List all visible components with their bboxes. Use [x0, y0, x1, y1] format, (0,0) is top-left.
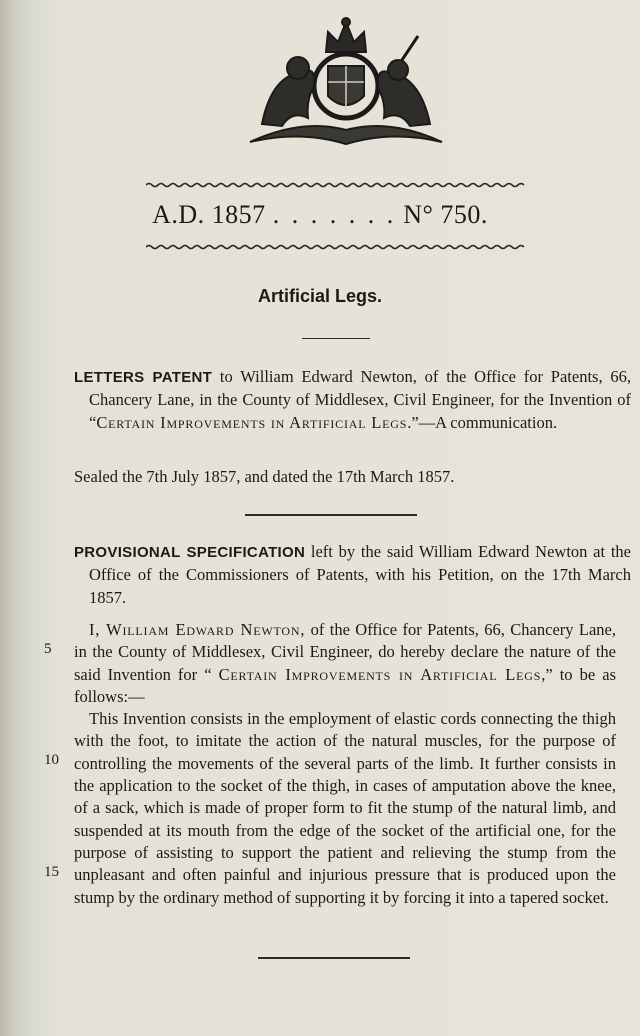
patent-year: A.D. 1857 [152, 200, 266, 229]
top-ornamental-rule [146, 182, 526, 188]
letters-patent-lead: LETTERS PATENT [74, 369, 213, 386]
declarant-name: I, William Edward Newton, [89, 620, 306, 639]
title-rule [302, 338, 370, 339]
heading-dots: . . . . . . . [272, 200, 397, 229]
royal-coat-of-arms [242, 14, 450, 156]
end-rule [258, 957, 410, 959]
provisional-paragraph [74, 541, 631, 609]
letters-patent-paragraph [74, 366, 631, 434]
declaration-text-1: of the Office for Patents, 66, Chancery Lane, in the County of Middlesex, Civil Engineer, do hereby declare the nature of the said Invention for “ [74, 620, 616, 684]
patent-heading [0, 200, 640, 230]
specification-body [74, 619, 616, 909]
line-number: 15 [44, 864, 59, 880]
provisional-text: left by the said William Edward Newton at the Office of the Commissioners of Patents, with his Petition, on the 17th March 1857. [89, 542, 632, 607]
line-number: 10 [44, 752, 59, 768]
letters-patent-text-2: .”—A communication. [407, 412, 558, 432]
bottom-ornamental-rule [146, 244, 526, 250]
patent-number: N° 750. [403, 200, 488, 229]
body-paragraph: This Invention consists in the employment of elastic cords connecting the thigh with the foot, to imitate the action of the natural muscles, for the purpose of controlling the movements of the several parts of the limb. It further consists in the application to the socket of the thigh, in cases of amputation above the knee, of a sack, which is made of proper form to fit the stump of the natural limb, and suspended at its mouth from the edge of the socket of the artificial one, for the purpose of assisting to support the patient and relieving the stump from the unpleasant and often painful and injurious pressure that is produced upon the stump by the ordinary method of supporting it by forcing it into a tapered socket. [74, 709, 616, 907]
letters-patent-text-1: to William Edward Newton, of the Office for Patents, 66, Chancery Lane, in the County of Middlesex, Civil Engineer, for the Invention of “ [89, 367, 631, 432]
provisional-lead: PROVISIONAL SPECIFICATION [74, 544, 306, 561]
document-title: Artificial Legs. [257, 286, 383, 306]
declaration-invention: Certain Improvements in Artificial Legs [218, 664, 542, 684]
line-number: 5 [44, 641, 52, 657]
letters-patent-invention: Certain Improvements in Artificial Legs [96, 412, 408, 432]
declaration-paragraph [74, 619, 616, 708]
section-rule [245, 514, 417, 516]
declaration-text-2: ,” to be as follows:— [74, 664, 616, 706]
sealed-line: Sealed the 7th July 1857, and dated the 17th March 1857. [74, 467, 455, 486]
